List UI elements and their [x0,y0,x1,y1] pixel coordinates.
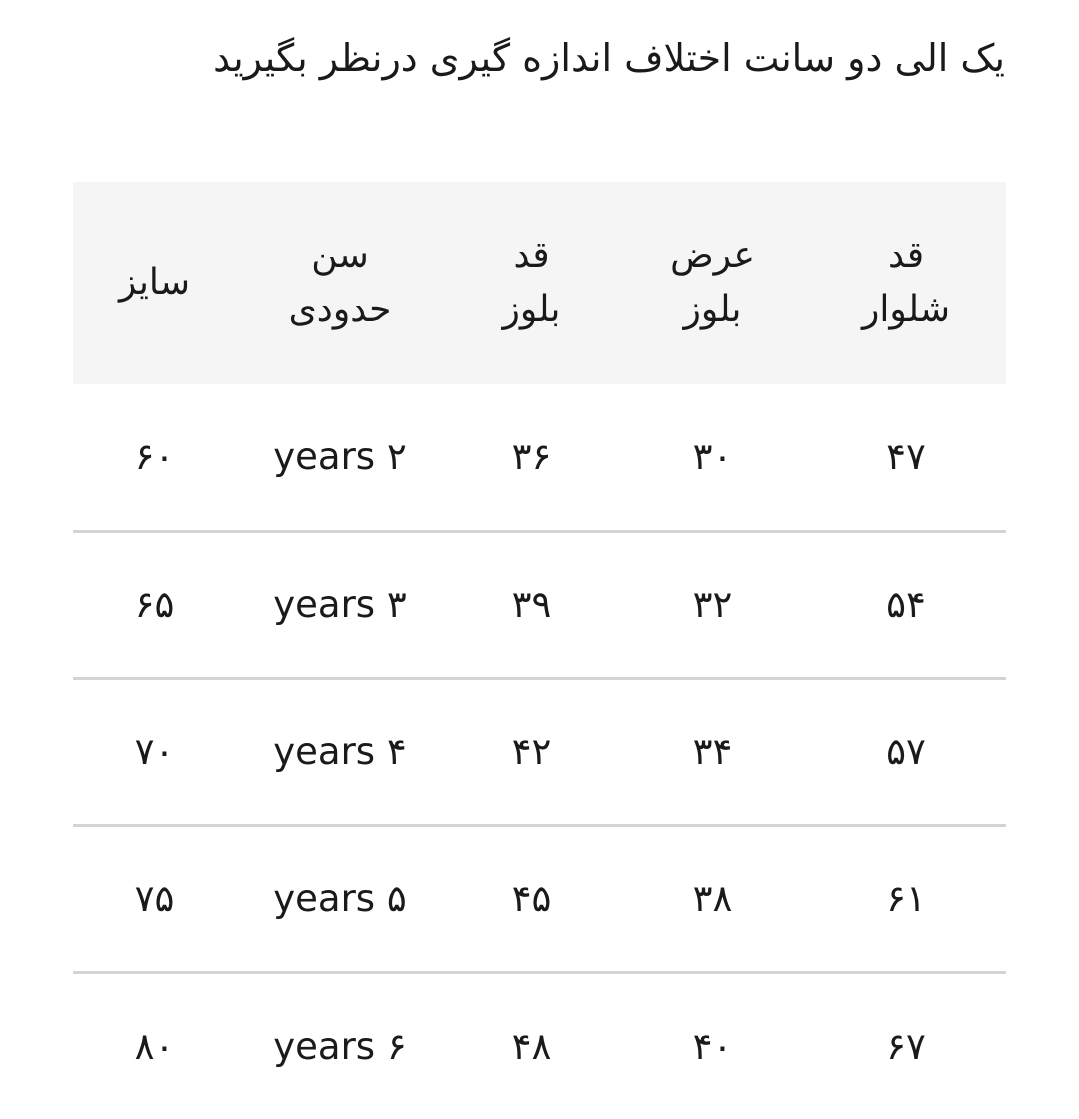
age-unit: years [273,730,376,773]
blouse-length-cell: ۴۵ [444,825,619,972]
size-cell: ۶۰ [134,435,175,479]
pants-length-cell: ۵۷ [806,678,1006,825]
blouse-width-cell: ۳۲ [619,531,806,678]
header-approx-age-line1: سن [311,235,369,276]
header-pants-length-line2: شلوار [861,289,951,330]
age-unit: years [273,583,376,626]
header-blouse-length-line2: بلوز [502,289,561,330]
blouse-length-cell: ۴۲ [444,678,619,825]
age-cell [236,531,444,678]
blouse-length-cell: ۳۶ [511,435,552,479]
header-approx-age [236,182,444,384]
header-blouse-length [444,182,619,384]
size-cell: ۶۵ [73,531,236,678]
table-row [73,384,1006,531]
header-blouse-width-line1: عرض [670,235,755,276]
table-row [73,531,1006,678]
age-cell [236,972,444,1119]
age-number: ۲ [386,435,407,479]
age-number: ۵ [386,877,407,920]
age-cell [236,825,444,972]
header-size [73,182,236,384]
size-cell: ۷۰ [73,678,236,825]
header-pants-length-line1: قد [887,235,925,276]
age-unit: years [273,435,376,479]
pants-length-cell: ۵۴ [806,531,1006,678]
table-row [73,825,1006,972]
size-table [73,182,1006,1119]
age-unit: years [273,877,376,920]
header-pants-length [806,182,1006,384]
age-cell [236,678,444,825]
header-size-line1: سایز [118,262,190,303]
age-number: ۳ [386,583,407,626]
age-unit: years [273,1024,376,1068]
blouse-length-cell: ۴۸ [444,972,619,1119]
blouse-width-cell: ۳۴ [619,678,806,825]
blouse-width-cell: ۴۰ [619,972,806,1119]
age-number: ۴ [386,730,407,773]
header-blouse-width-line2: بلوز [683,289,742,330]
age-number: ۶ [386,1024,407,1068]
blouse-length-cell: ۳۹ [444,531,619,678]
table-row [73,972,1006,1119]
header-blouse-length-line1: قد [513,235,550,276]
pants-length-cell: ۶۱ [806,825,1006,972]
measurement-note: یک الی دو سانت اختلاف اندازه گیری درنظر بگیرید [213,36,1005,80]
age-cell [236,384,444,531]
table-row [73,678,1006,825]
size-cell: ۸۰ [73,972,236,1119]
size-cell: ۷۵ [73,825,236,972]
blouse-width-cell: ۳۸ [619,825,806,972]
pants-length-cell: ۶۷ [806,972,1006,1119]
blouse-width-cell: ۳۰ [692,435,733,479]
pants-length-cell: ۴۷ [886,435,926,479]
header-approx-age-line2: حدودی [288,289,392,330]
table-header-row [73,182,1006,384]
header-blouse-width [619,182,806,384]
